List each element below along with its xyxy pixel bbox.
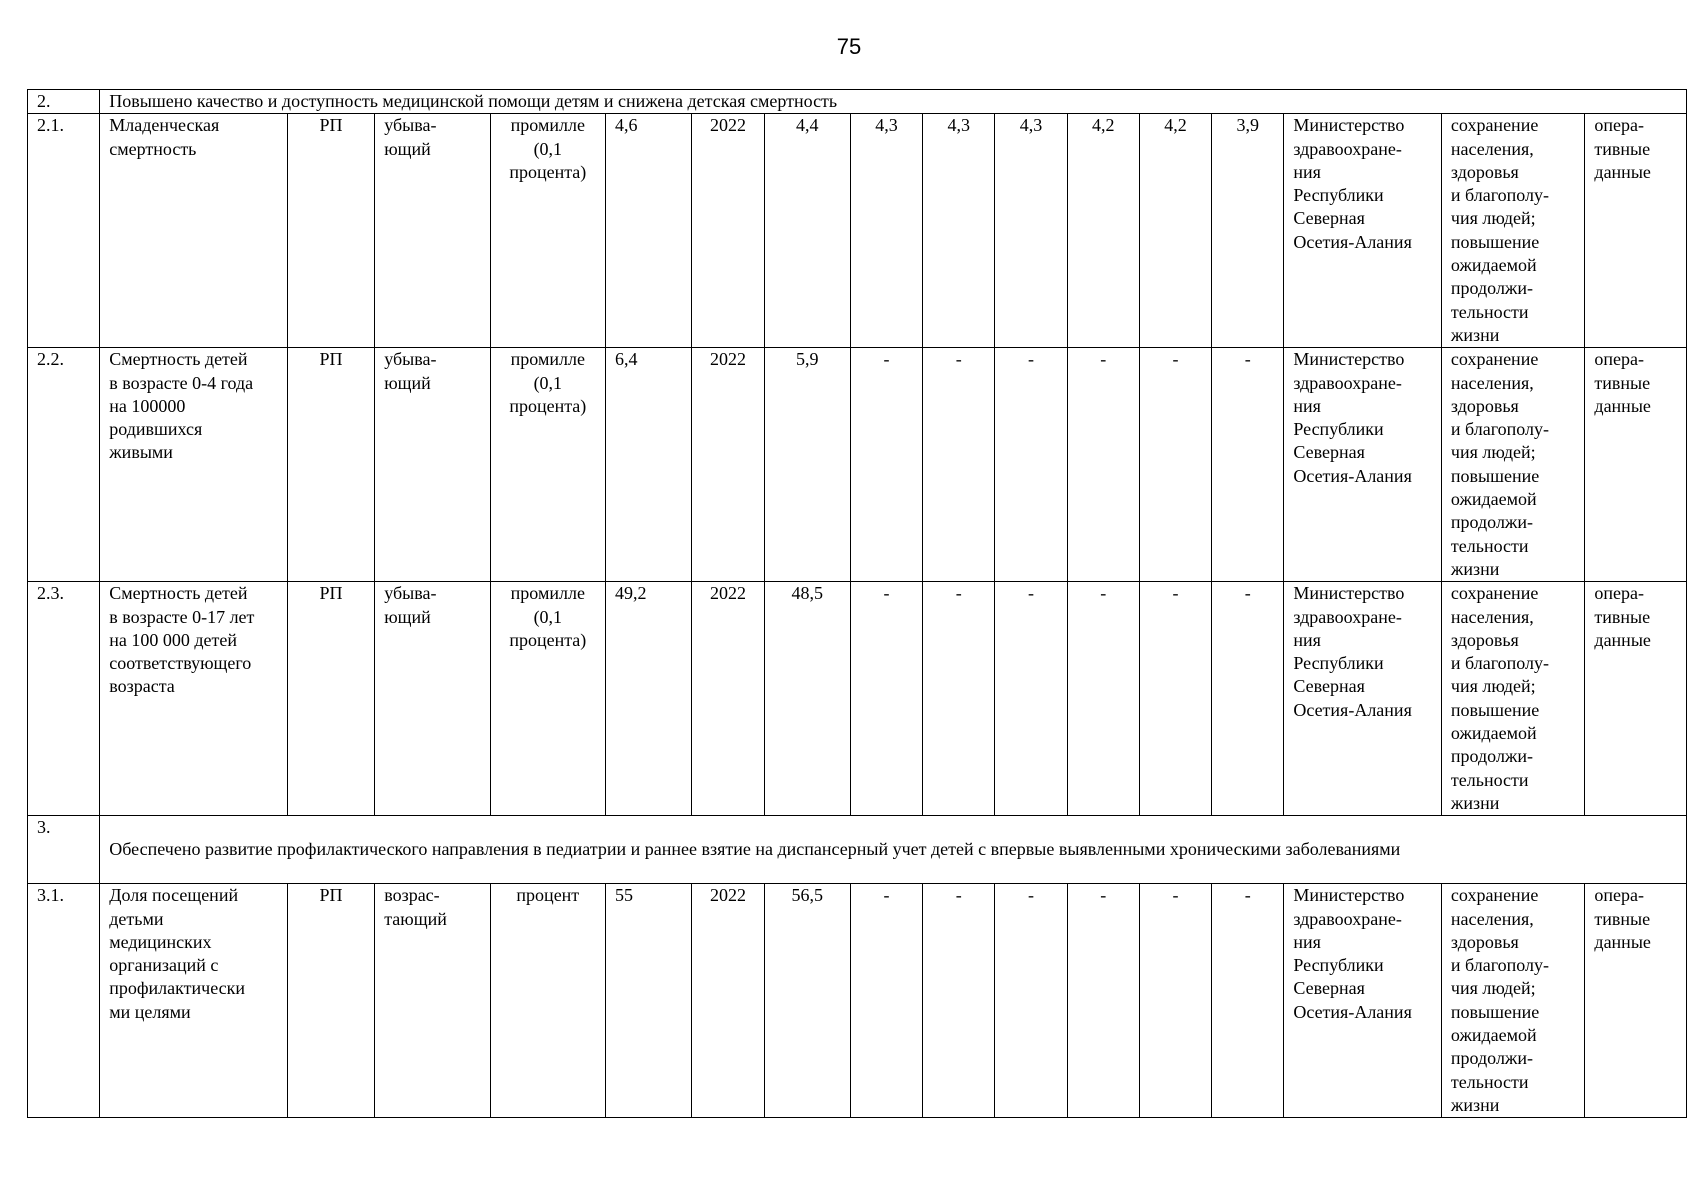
target-value — [1067, 884, 1139, 1118]
target-value-text: - — [883, 349, 890, 370]
unit-of-measure-text: промилле (0,1 процента) — [509, 349, 587, 416]
base-year-text: 2022 — [709, 349, 746, 370]
target-value — [995, 114, 1067, 348]
table-row — [28, 582, 1687, 816]
indicator-trend — [375, 582, 490, 816]
data-source — [1585, 114, 1687, 348]
target-value-text: - — [1244, 583, 1251, 604]
indicator-trend-text: убыва- ющий — [384, 583, 437, 627]
section-number-text: 2. — [37, 91, 51, 111]
target-value-text: 4,3 — [875, 115, 898, 136]
indicator-name-text: Младенческая смертность — [109, 115, 220, 159]
target-value-text: - — [1172, 349, 1179, 370]
target-value-text: 5,9 — [795, 349, 819, 370]
row-number — [28, 884, 100, 1118]
target-value-text: - — [1244, 885, 1251, 906]
target-value — [850, 114, 922, 348]
indicator-trend-text: возрас- тающий — [384, 885, 447, 929]
indicator-trend-text: убыва- ющий — [384, 115, 437, 159]
target-value — [850, 582, 922, 816]
data-source-text: опера- тивные данные — [1594, 583, 1651, 650]
target-value — [1139, 582, 1211, 816]
indicator-name-text: Доля посещений детьми медицинских организаций с профилактически ми целями — [109, 885, 246, 1022]
responsible-body — [1284, 582, 1442, 816]
indicator-name-text: Смертность детей в возрасте 0-17 лет на 100 000 детей соответствующего возраста — [109, 583, 255, 697]
responsible-body-text: Министерство здравоохране- ния Республики Северная Осетия-Алания — [1293, 885, 1412, 1022]
responsible-body-text: Министерство здравоохране- ния Республики Северная Осетия-Алания — [1293, 115, 1412, 252]
base-year — [692, 348, 764, 582]
base-year — [692, 582, 764, 816]
target-value-text: - — [1244, 349, 1251, 370]
row-number — [28, 114, 100, 348]
indicator-level-text: РП — [319, 885, 343, 906]
responsible-body — [1284, 348, 1442, 582]
row-number — [28, 348, 100, 582]
target-value-text: - — [955, 349, 962, 370]
page-number: 75 — [836, 34, 862, 59]
indicator-name-text: Смертность детей в возрасте 0-4 года на 100000 родившихся живыми — [109, 349, 254, 463]
section-title-text: Повышено качество и доступность медицинской помощи детям и снижена детская смертность — [109, 91, 838, 111]
responsible-body-text: Министерство здравоохране- ния Республики Северная Осетия-Алания — [1293, 583, 1412, 720]
row-number — [28, 582, 100, 816]
target-value — [1212, 884, 1284, 1118]
indicator-level-text: РП — [319, 349, 343, 370]
target-value-text: - — [1027, 349, 1034, 370]
target-value-text: - — [1100, 349, 1107, 370]
row-number-text: 2.3. — [37, 583, 64, 604]
indicator-level — [287, 348, 374, 582]
indicator-level-text: РП — [319, 115, 343, 136]
data-source — [1585, 884, 1687, 1118]
target-value — [1212, 582, 1284, 816]
indicators-table — [27, 89, 1687, 1118]
target-value-text: - — [1100, 885, 1107, 906]
target-value-text: 4,3 — [947, 115, 970, 136]
section-title-text: Обеспечено развитие профилактического направления в педиатрии и раннее взятие на диспансерный учет детей с впервые выявленными хроническими заболеваниями — [109, 839, 1401, 860]
data-source-text: опера- тивные данные — [1594, 115, 1651, 182]
indicator-trend — [375, 348, 490, 582]
target-value — [923, 884, 995, 1118]
target-value — [995, 582, 1067, 816]
base-value — [606, 114, 692, 348]
indicator-name — [100, 348, 288, 582]
target-value-text: 4,4 — [795, 115, 819, 136]
section-number — [28, 816, 100, 884]
national-goal-text: сохранение населения, здоровья и благополу- чия людей; повышение ожидаемой продолжи- тельности жизни — [1450, 885, 1550, 1115]
national-goal — [1441, 114, 1585, 348]
section-number-text: 3. — [37, 817, 51, 838]
base-year — [692, 114, 764, 348]
table-row — [28, 348, 1687, 582]
unit-of-measure — [490, 114, 605, 348]
target-value — [764, 884, 850, 1118]
target-value — [995, 348, 1067, 582]
indicator-name — [100, 582, 288, 816]
section-title — [100, 90, 1687, 114]
target-value-text: 4,2 — [1091, 115, 1115, 136]
indicator-trend — [375, 114, 490, 348]
row-number-text: 2.2. — [37, 349, 64, 370]
target-value-text: - — [955, 885, 962, 906]
indicator-level — [287, 114, 374, 348]
target-value-text: 4,2 — [1164, 115, 1187, 136]
target-value — [923, 348, 995, 582]
target-value — [1067, 348, 1139, 582]
target-value — [1212, 114, 1284, 348]
target-value — [764, 582, 850, 816]
base-value-text: 4,6 — [615, 115, 638, 136]
target-value — [764, 348, 850, 582]
base-year — [692, 884, 764, 1118]
national-goal — [1441, 582, 1585, 816]
national-goal-text: сохранение населения, здоровья и благополу- чия людей; повышение ожидаемой продолжи- тельности жизни — [1450, 115, 1550, 345]
target-value-text: - — [1027, 583, 1034, 604]
base-value — [606, 884, 692, 1118]
unit-of-measure-text: процент — [516, 885, 580, 906]
target-value-text: - — [883, 583, 890, 604]
data-source — [1585, 348, 1687, 582]
national-goal-text: сохранение населения, здоровья и благополу- чия людей; повышение ожидаемой продолжи- тельности жизни — [1450, 349, 1550, 579]
target-value-text: 3,9 — [1236, 115, 1259, 136]
target-value-text: - — [1172, 885, 1179, 906]
section-row — [28, 816, 1687, 884]
unit-of-measure — [490, 348, 605, 582]
row-number-text: 3.1. — [37, 885, 64, 906]
section-row — [28, 90, 1687, 114]
indicator-level — [287, 582, 374, 816]
target-value-text: - — [955, 583, 962, 604]
data-source-text: опера- тивные данные — [1594, 349, 1651, 416]
target-value — [1139, 348, 1211, 582]
target-value — [1067, 582, 1139, 816]
target-value-text: - — [883, 885, 890, 906]
base-value-text: 49,2 — [615, 583, 647, 604]
base-value — [606, 348, 692, 582]
data-source — [1585, 582, 1687, 816]
unit-of-measure — [490, 582, 605, 816]
target-value-text: 4,3 — [1019, 115, 1043, 136]
target-value — [850, 884, 922, 1118]
target-value — [764, 114, 850, 348]
unit-of-measure-text: промилле (0,1 процента) — [509, 583, 587, 650]
national-goal-text: сохранение населения, здоровья и благополу- чия людей; повышение ожидаемой продолжи- тельности жизни — [1450, 583, 1550, 813]
indicator-name — [100, 884, 288, 1118]
indicator-trend-text: убыва- ющий — [384, 349, 437, 393]
section-title — [100, 816, 1687, 884]
row-number-text: 2.1. — [37, 115, 64, 136]
table-row — [28, 884, 1687, 1118]
indicator-level — [287, 884, 374, 1118]
responsible-body — [1284, 114, 1442, 348]
unit-of-measure — [490, 884, 605, 1118]
base-value — [606, 582, 692, 816]
responsible-body-text: Министерство здравоохране- ния Республики Северная Осетия-Алания — [1293, 349, 1412, 486]
target-value — [850, 348, 922, 582]
table-row — [28, 114, 1687, 348]
indicator-name — [100, 114, 288, 348]
target-value — [1139, 114, 1211, 348]
base-value-text: 6,4 — [615, 349, 638, 370]
section-number — [28, 90, 100, 114]
target-value — [1067, 114, 1139, 348]
target-value — [923, 114, 995, 348]
indicator-trend — [375, 884, 490, 1118]
target-value-text: 48,5 — [791, 583, 823, 604]
target-value — [1139, 884, 1211, 1118]
base-year-text: 2022 — [709, 115, 746, 136]
unit-of-measure-text: промилле (0,1 процента) — [509, 115, 587, 182]
base-year-text: 2022 — [709, 885, 746, 906]
base-value-text: 55 — [615, 885, 634, 906]
target-value-text: - — [1100, 583, 1107, 604]
target-value — [1212, 348, 1284, 582]
target-value — [995, 884, 1067, 1118]
indicator-level-text: РП — [319, 583, 343, 604]
data-source-text: опера- тивные данные — [1594, 885, 1651, 952]
target-value-text: 56,5 — [791, 885, 823, 906]
base-year-text: 2022 — [709, 583, 746, 604]
target-value — [923, 582, 995, 816]
responsible-body — [1284, 884, 1442, 1118]
national-goal — [1441, 884, 1585, 1118]
target-value-text: - — [1027, 885, 1034, 906]
target-value-text: - — [1172, 583, 1179, 604]
national-goal — [1441, 348, 1585, 582]
